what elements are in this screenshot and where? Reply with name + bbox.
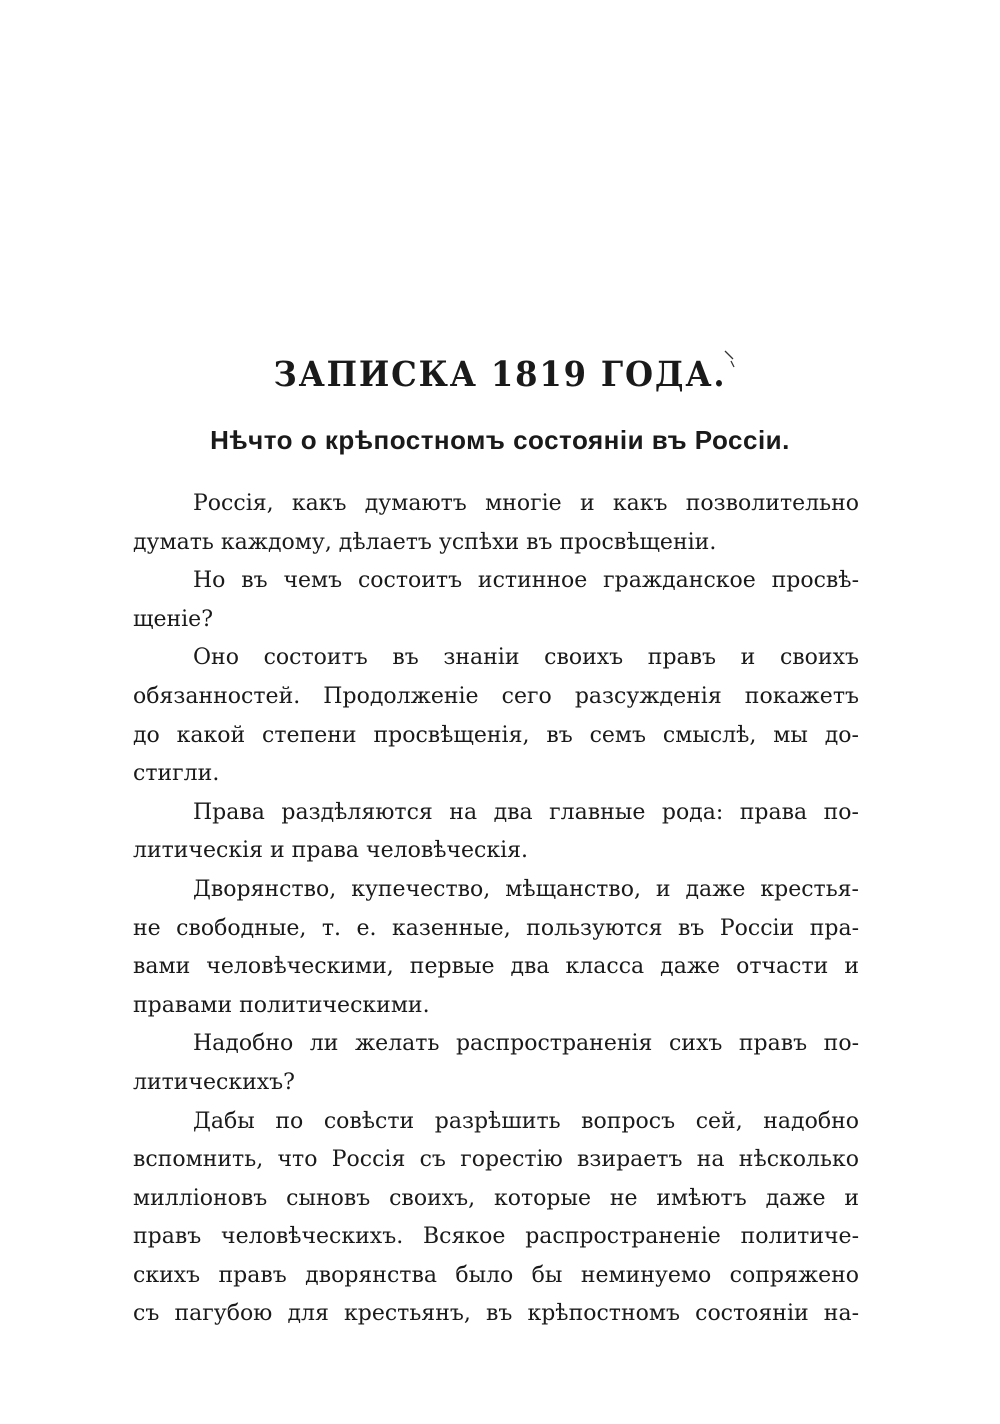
text-line: щеніе? — [133, 606, 213, 632]
text-line: Дабы по совѣсти разрѣшить вопросъ сей, надобно — [193, 1108, 859, 1134]
text-line: правъ человѣческихъ. Всякое распространеніе политиче- — [133, 1224, 859, 1250]
text-line: съ пагубою для крестьянъ, въ крѣпостномъ состояніи на- — [133, 1301, 859, 1327]
text-line: стигли. — [133, 761, 220, 787]
body-text — [133, 485, 859, 1334]
text-line: скихъ правъ дворянства было бы неминуемо сопряжено — [133, 1262, 859, 1288]
text-line: вами человѣческими, первые два класса даже отчасти и — [133, 954, 859, 980]
text-line: обязанностей. Продолженіе сего разсужденія покажетъ — [133, 683, 859, 709]
text-line: Надобно ли желать распространенія сихъ правъ по- — [193, 1031, 859, 1057]
stray-ink-mark — [722, 349, 738, 369]
text-line: думать каждому, дѣлаетъ успѣхи въ просвѣщеніи. — [133, 529, 717, 555]
text-line: Права раздѣляются на два главные рода: права по- — [193, 799, 859, 825]
text-line: Россія, какъ думаютъ многіе и какъ позволительно — [193, 491, 859, 516]
text-line: Дворянство, купечество, мѣщанство, и даже крестья- — [193, 876, 859, 902]
page-subtitle: Нѣчто о крѣпостномъ состояніи въ Россіи. — [210, 425, 790, 455]
text-line: не свободные, т. е. казенные, пользуются въ Россіи пра- — [133, 915, 859, 941]
page-title: ЗАПИСКА 1819 ГОДА. — [273, 354, 727, 395]
text-line: милліоновъ сыновъ своихъ, которые не имѣютъ даже и — [133, 1185, 859, 1211]
text-line: литическія и права человѣческія. — [133, 838, 529, 864]
text-line: Но въ чемъ состоитъ истинное гражданское просвѣ- — [193, 568, 859, 594]
text-line: правами политическими. — [133, 992, 430, 1018]
text-line: Оно состоитъ въ знаніи своихъ правъ и своихъ — [193, 645, 859, 671]
text-line: до какой степени просвѣщенія, въ семъ смыслѣ, мы до- — [133, 722, 859, 748]
text-line: вспомнить, что Россія съ горестію взираетъ на нѣсколько — [133, 1147, 859, 1173]
text-line: литическихъ? — [133, 1069, 295, 1095]
